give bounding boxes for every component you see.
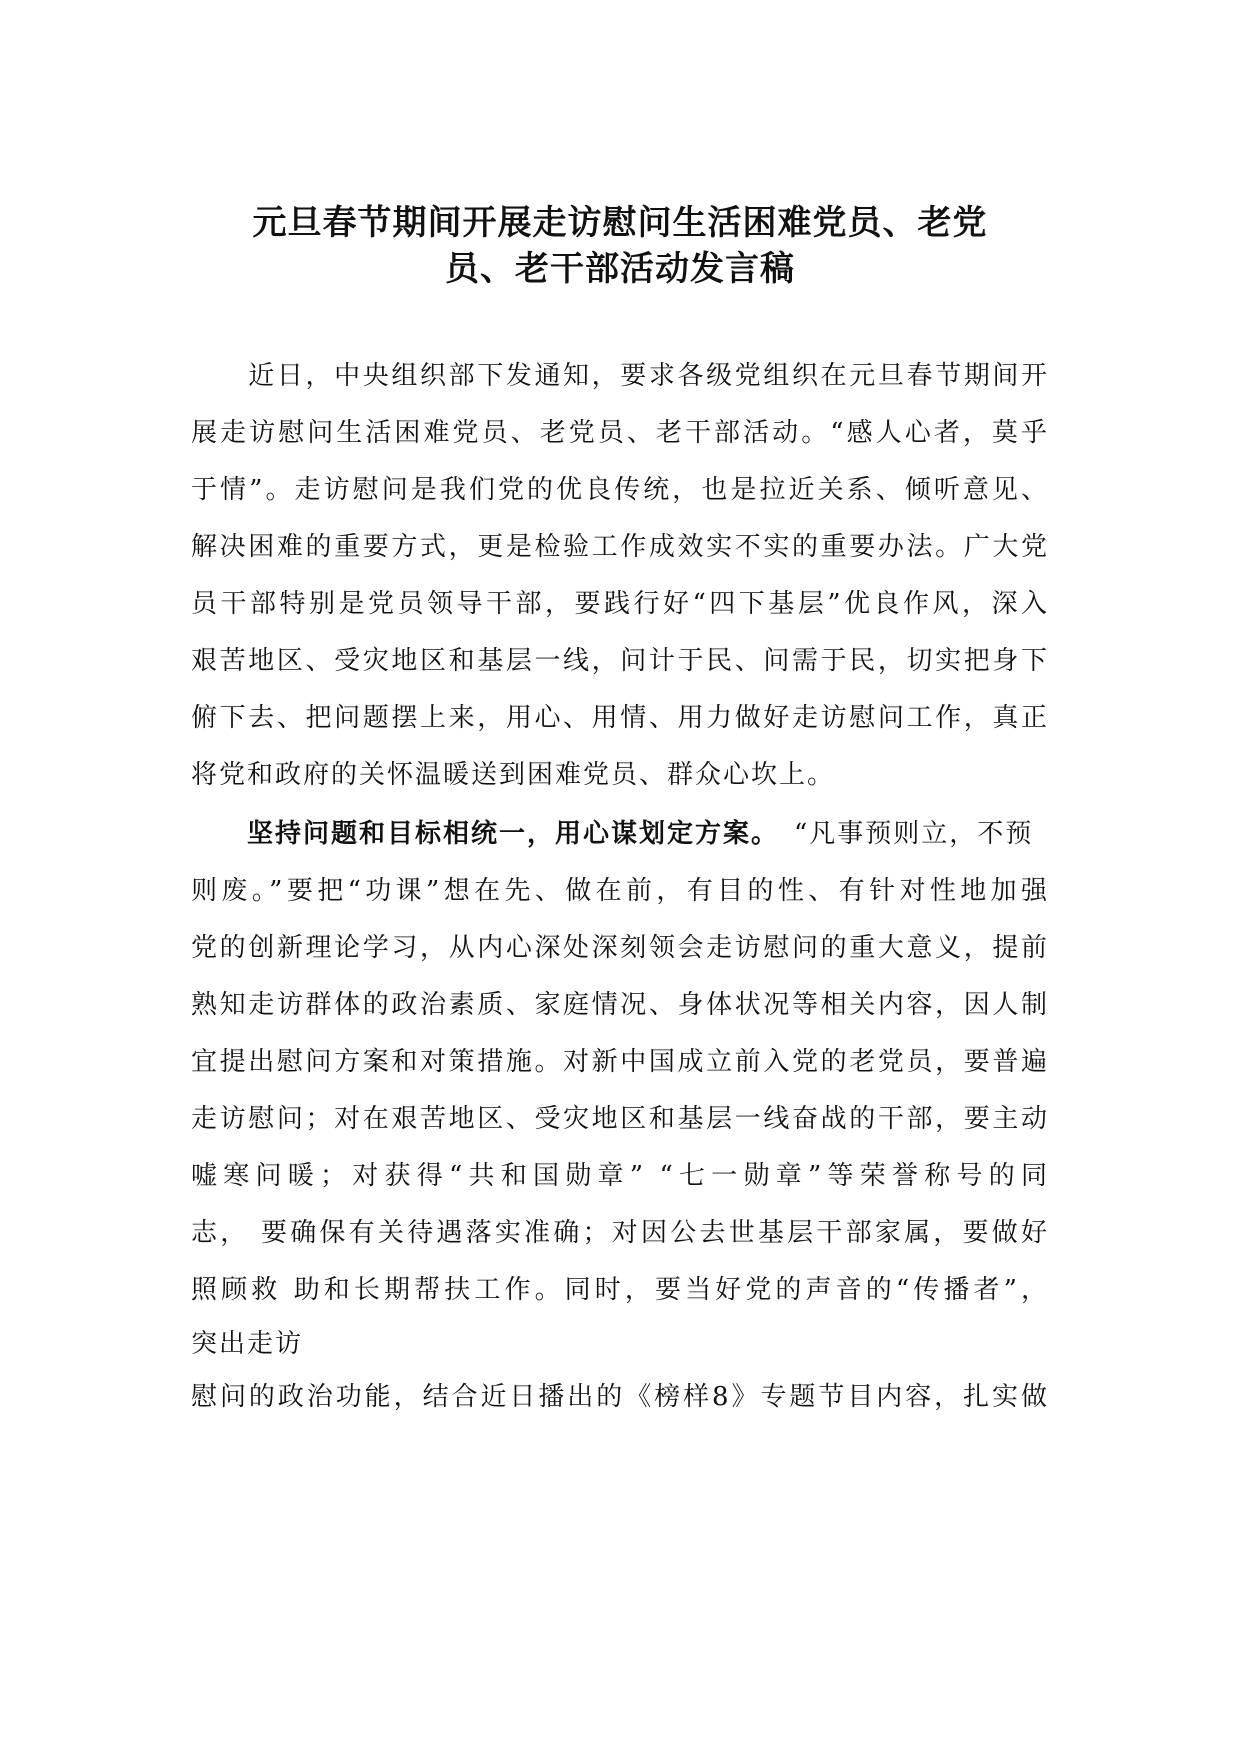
paragraph-2-line: 则废。”要把“功课”想在先、做在前，有目的性、有针对性地加强 [191,876,1049,906]
paragraph-2-line: 照顾救 助和长期帮扶工作。同时，要当好党的声音的“传播者”， [191,1275,1049,1305]
paragraph-1-line: 展走访慰问生活困难党员、老党员、老干部活动。“感人心者，莫乎 [191,418,1049,448]
paragraph-2-line: 宜提出慰问方案和对策措施。对新中国成立前入党的老党员，要普遍 [191,1047,1049,1077]
paragraph-1-line: 员干部特别是党员领导干部，要践行好“四下基层”优良作风，深入 [191,589,1049,619]
paragraph-1-line: 解决困难的重要方式，更是检验工作成效实不实的重要办法。广大党 [191,532,1049,562]
paragraph-2 [191,806,1049,1426]
paragraph-2-line: 突出走访 [191,1329,304,1359]
paragraph-2-line: 熟知走访群体的政治素质、家庭情况、身体状况等相关内容，因人制 [191,990,1049,1020]
paragraph-1-line: 近日，中央组织部下发通知，要求各级党组织在元旦春节期间开 [191,361,1049,391]
paragraph-2-first-line [191,806,1049,863]
paragraph-2-line: 慰问的政治功能，结合近日播出的《榜样8》专题节目内容，扎实做 [191,1382,1049,1412]
title-line-1: 元旦春节期间开展走访慰问生活困难党员、老党 [252,203,988,243]
title-line-2: 员、老干部活动发言稿 [445,249,795,289]
paragraph-2-first-line-rest: “凡事预则立，不预 [766,819,1034,849]
paragraph-1-line: 艰苦地区、受灾地区和基层一线，问计于民、问需于民，切实把身下 [191,646,1049,676]
paragraph-2-line: 走访慰问；对在艰苦地区、受灾地区和基层一线奋战的干部，要主动 [191,1104,1049,1134]
paragraph-1-line: 将党和政府的关怀温暖送到困难党员、群众心坎上。 [191,760,836,790]
paragraph-1-line: 俯下去、把问题摆上来，用心、用情、用力做好走访慰问工作，真正 [191,703,1049,733]
paragraph-1 [191,348,1049,804]
paragraph-2-lead: 坚持问题和目标相统一，用心谋划定方案。 [191,819,767,849]
paragraph-2-line: 党的创新理论学习，从内心深处深刻领会走访慰问的重大意义，提前 [191,933,1049,963]
document-title [180,200,1060,292]
paragraph-2-line: 嘘寒问暖；对获得“共和国勋章” “七一勋章”等荣誉称号的同 [191,1161,1049,1191]
paragraph-1-line: 于情”。走访慰问是我们党的优良传统，也是拉近关系、倾听意见、 [191,475,1049,505]
paragraph-2-line: 志， 要确保有关待遇落实准确；对因公去世基层干部家属，要做好 [191,1218,1049,1248]
